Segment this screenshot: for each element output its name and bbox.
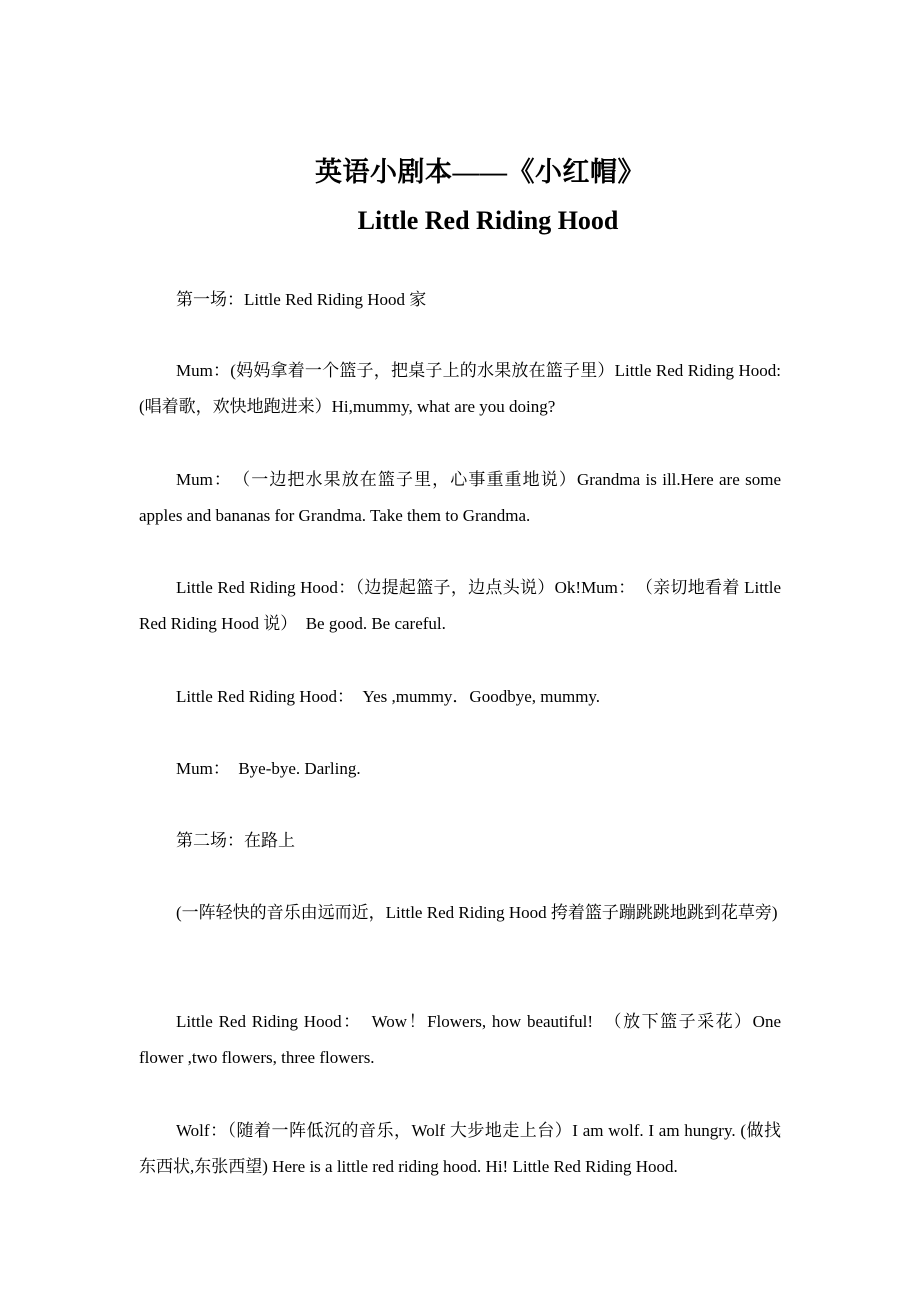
paragraph-scene-one-heading: 第一场：Little Red Riding Hood 家: [176, 290, 427, 309]
paragraph-lrrh-ok: Little Red Riding Hood：（边提起篮子，边点头说）Ok!Mum： （亲切地看着 Little Red Riding Hood 说） Be good. Be careful.: [139, 578, 781, 633]
paragraph-mum-grandma-ill: Mum： （一边把水果放在篮子里，心事重重地说）Grandma is ill.Here are some apples and bananas for Grandma. Take them to Grandma.: [139, 470, 781, 525]
paragraph-lrrh-goodbye: Little Red Riding Hood： Yes ,mummy．Goodbye, mummy.: [176, 687, 601, 706]
paragraph-scene-two-heading: 第二场：在路上: [176, 831, 295, 850]
paragraph-stage-direction-music: (一阵轻快的音乐由远而近，Little Red Riding Hood 挎着篮子蹦跳跳地跳到花草旁): [176, 903, 778, 922]
paragraph-mum-byebye: Mum： Bye-bye. Darling.: [176, 759, 361, 778]
paragraph-wolf-enters: Wolf：（随着一阵低沉的音乐，Wolf 大步地走上台）I am wolf. I am hungry. (做找东西状,东张西望) Here is a little red riding hood. Hi! Little Red Riding Hood.: [139, 1121, 781, 1176]
paragraph-lrrh-flowers: Little Red Riding Hood： Wow！Flowers, how beautiful! （放下篮子采花）One flower ,two flowers, three flowers.: [139, 1012, 781, 1067]
title-english: Little Red Riding Hood: [357, 206, 619, 235]
paragraph-mum-basket: Mum：(妈妈拿着一个篮子，把桌子上的水果放在篮子里）Little Red Riding Hood:(唱着歌，欢快地跑进来）Hi,mummy, what are you doing?: [139, 361, 781, 416]
title-chinese: 英语小剧本——《小红帽》: [315, 157, 645, 187]
